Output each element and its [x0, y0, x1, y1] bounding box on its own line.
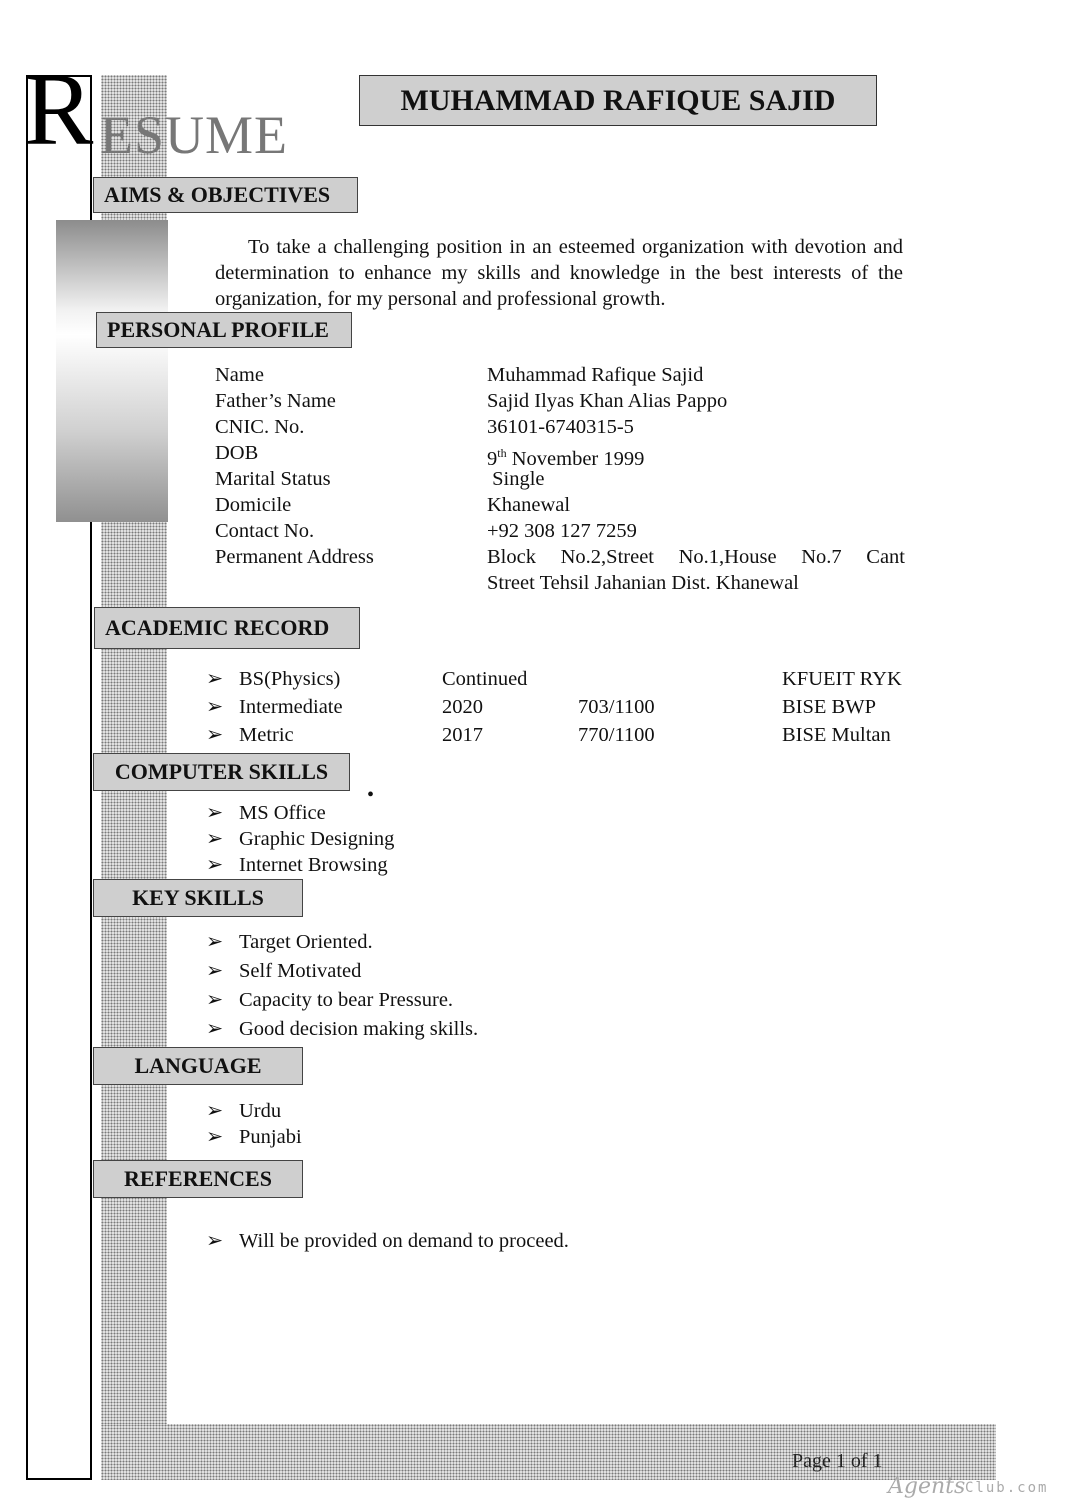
academic-marks: 770/1100 — [578, 724, 655, 746]
language-item: Punjabi — [239, 1126, 302, 1148]
bullet-arrow-icon: ➢ — [206, 989, 224, 1011]
aims-paragraph — [215, 234, 903, 312]
profile-value: Single — [487, 468, 545, 490]
resume-title: ESUME — [100, 105, 289, 165]
watermark-logo: Agents — [888, 1474, 966, 1499]
profile-value: +92 308 127 7259 — [487, 520, 637, 542]
academic-degree: BS(Physics) — [239, 668, 341, 690]
academic-year: Continued — [442, 668, 528, 690]
computer-skill: Internet Browsing — [239, 854, 388, 876]
section-references: REFERENCES — [93, 1160, 303, 1198]
section-computer-skills: COMPUTER SKILLS — [93, 753, 350, 791]
candidate-name: MUHAMMAD RAFIQUE SAJID — [359, 75, 877, 126]
academic-marks: 703/1100 — [578, 696, 655, 718]
profile-label: Father’s Name — [215, 390, 336, 412]
aims-text: To take a challenging position in an esteemed organization with devotion and determination to enhance my skills and knowledge in the best interests of the organization, for my personal and professional growth. — [215, 236, 903, 310]
profile-label: Contact No. — [215, 520, 315, 542]
reference-item: Will be provided on demand to proceed. — [239, 1230, 569, 1252]
key-skill: Good decision making skills. — [239, 1018, 479, 1040]
computer-skill: Graphic Designing — [239, 828, 395, 850]
resume-initial: R — [24, 52, 94, 167]
bullet-arrow-icon: ➢ — [206, 696, 224, 718]
profile-value: 36101-6740315-5 — [487, 416, 634, 438]
profile-value: Muhammad Rafique Sajid — [487, 364, 704, 386]
section-aims: AIMS & OBJECTIVES — [93, 177, 358, 213]
academic-degree: Intermediate — [239, 696, 343, 718]
bullet-arrow-icon: ➢ — [206, 960, 224, 982]
academic-degree: Metric — [239, 724, 294, 746]
key-skill: Self Motivated — [239, 960, 362, 982]
academic-year: 2020 — [442, 696, 483, 718]
section-language: LANGUAGE — [93, 1047, 303, 1085]
section-academic-record: ACADEMIC RECORD — [94, 607, 360, 649]
academic-board: KFUEIT RYK — [782, 668, 902, 690]
dob-ordinal: th — [497, 446, 507, 460]
academic-board: BISE Multan — [782, 724, 891, 746]
bullet-arrow-icon: ➢ — [206, 1126, 224, 1148]
computer-skill: MS Office — [239, 802, 326, 824]
key-skill: Capacity to bear Pressure. — [239, 989, 454, 1011]
gradient-decoration — [56, 220, 168, 522]
bullet-arrow-icon: ➢ — [206, 724, 224, 746]
bullet-arrow-icon: ➢ — [206, 854, 224, 876]
profile-value-address-line1: Block No.2,Street No.1,House No.7 Cant — [487, 546, 905, 568]
section-key-skills: KEY SKILLS — [93, 879, 303, 917]
profile-label: Marital Status — [215, 468, 331, 490]
watermark-suffix: Club.com — [965, 1480, 1049, 1496]
academic-year: 2017 — [442, 724, 483, 746]
profile-value: Khanewal — [487, 494, 571, 516]
dob-rest: November 1999 — [506, 447, 645, 470]
page-number: Page 1 of 1 — [792, 1450, 883, 1472]
key-skill: Target Oriented. — [239, 931, 373, 953]
bullet-arrow-icon: ➢ — [206, 668, 224, 690]
bullet-arrow-icon: ➢ — [206, 1230, 224, 1252]
academic-board: BISE BWP — [782, 696, 876, 718]
profile-label: Domicile — [215, 494, 292, 516]
bullet-arrow-icon: ➢ — [206, 931, 224, 953]
profile-label: Name — [215, 364, 264, 386]
bullet-arrow-icon: ➢ — [206, 802, 224, 824]
profile-label: DOB — [215, 442, 259, 464]
section-personal-profile: PERSONAL PROFILE — [96, 312, 352, 348]
stray-dot: • — [367, 784, 375, 806]
profile-value-address-line2: Street Tehsil Jahanian Dist. Khanewal — [487, 572, 799, 594]
bullet-arrow-icon: ➢ — [206, 1100, 224, 1122]
bullet-arrow-icon: ➢ — [206, 828, 224, 850]
dob-day: 9 — [487, 447, 498, 470]
profile-value: Sajid Ilyas Khan Alias Pappo — [487, 390, 728, 412]
bullet-arrow-icon: ➢ — [206, 1018, 224, 1040]
language-item: Urdu — [239, 1100, 282, 1122]
profile-label: Permanent Address — [215, 546, 374, 568]
profile-label: CNIC. No. — [215, 416, 305, 438]
